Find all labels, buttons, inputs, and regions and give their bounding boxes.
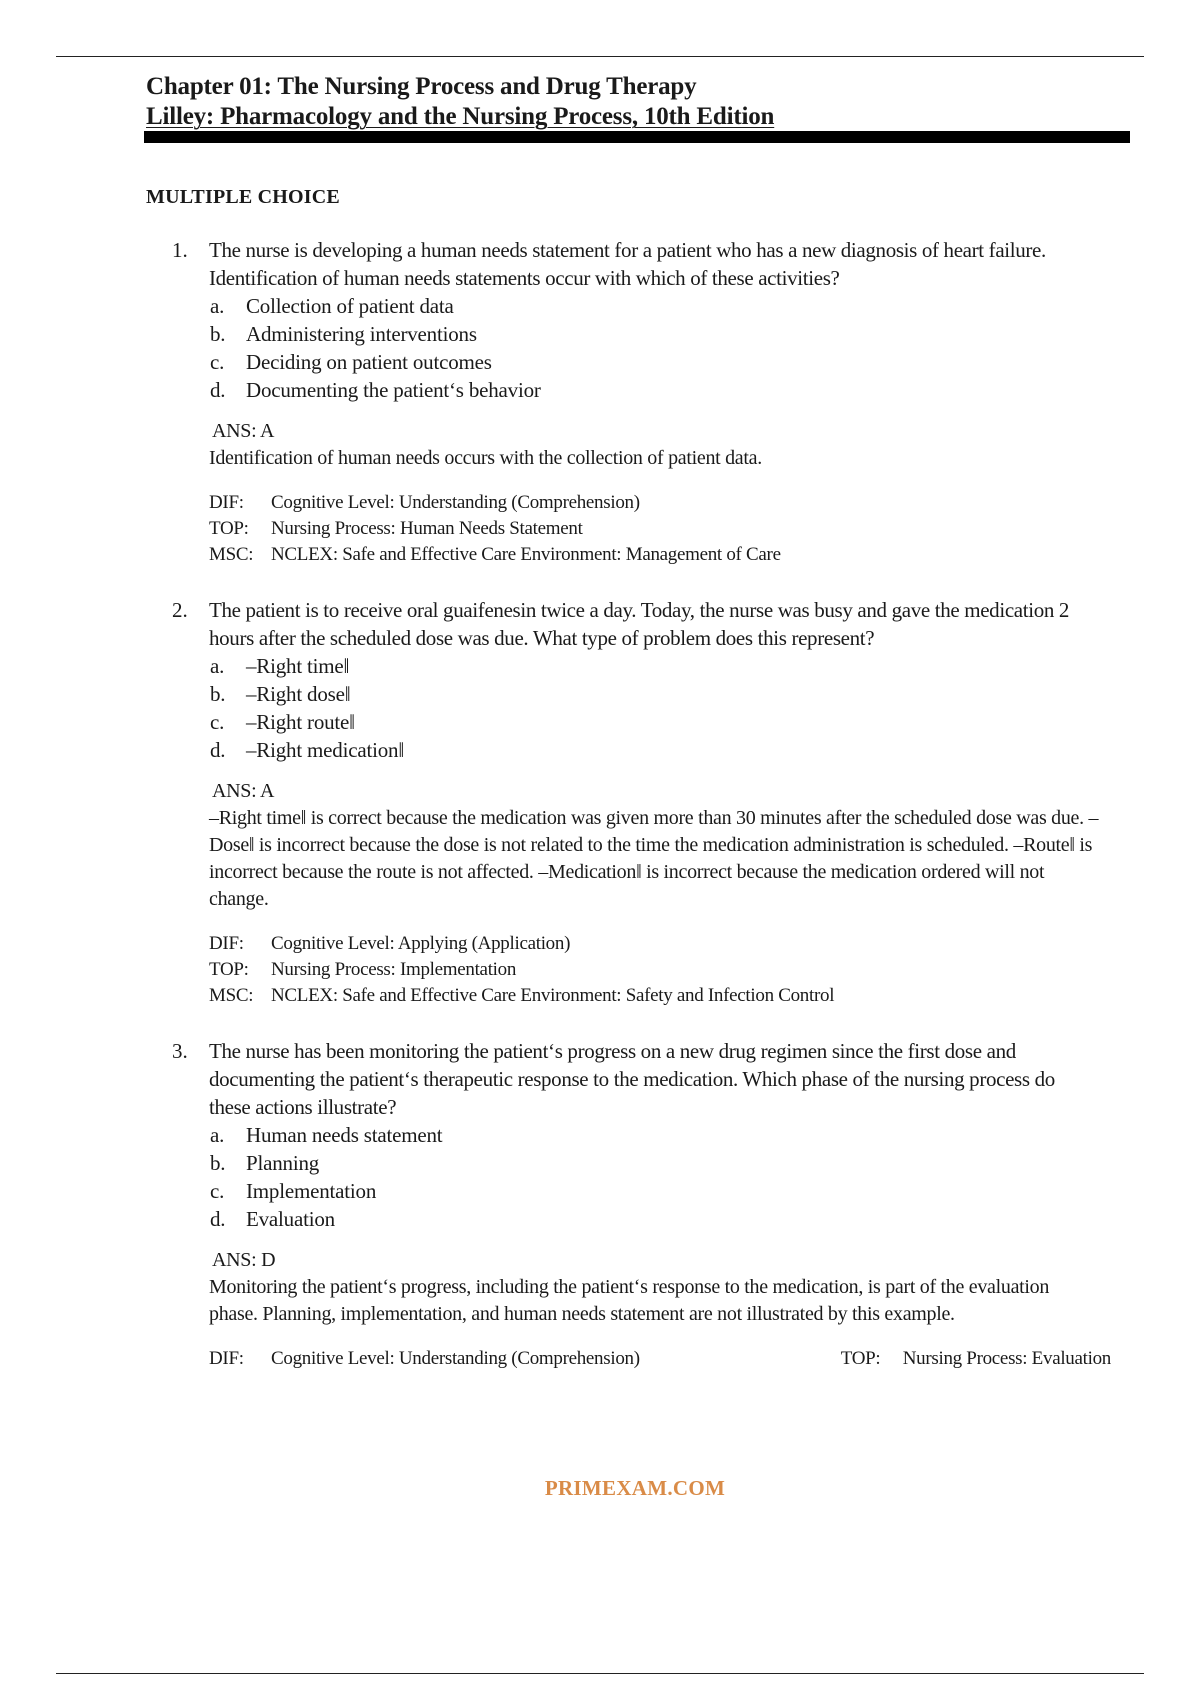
question-3	[0, 1037, 1200, 1372]
question-2	[0, 596, 1200, 1009]
top-label: TOP:	[209, 518, 249, 539]
option-text: Evaluation	[246, 1207, 335, 1231]
option-letter: a.	[210, 1123, 225, 1147]
top-row	[209, 516, 1099, 542]
option-text: ‒Right medication‖	[246, 738, 405, 762]
msc-value: NCLEX: Safe and Effective Care Environment: Safety and Infection Control	[271, 985, 835, 1006]
option-letter: b.	[210, 322, 226, 346]
question-number: 2.	[172, 598, 188, 622]
answer-key: ANS: D	[212, 1249, 276, 1271]
answer-block	[209, 418, 1099, 472]
option-text: Collection of patient data	[246, 294, 454, 318]
question-number: 1.	[172, 238, 188, 262]
dif-value: Cognitive Level: Understanding (Comprehension)	[271, 492, 640, 513]
option-list	[209, 292, 1099, 404]
top-value: Nursing Process: Evaluation	[902, 1348, 1111, 1369]
bottom-rule	[56, 1673, 1144, 1674]
rationale: Monitoring the patient‘s progress, including the patient‘s response to the medication, is part of the evaluation phase. Planning, implementation, and human needs statement are not illustrated by this example.	[209, 1276, 1050, 1325]
metadata-block	[209, 1346, 1111, 1372]
book-title: Lilley: Pharmacology and the Nursing Process, 10th Edition	[146, 103, 775, 130]
option-text: Implementation	[246, 1179, 377, 1203]
option-text: Human needs statement	[246, 1123, 443, 1147]
answer-key: ANS: A	[212, 780, 275, 802]
question-stem: The nurse has been monitoring the patient‘s progress on a new drug regimen since the first dose and documenting the patient‘s therapeutic response to the medication. Which phase of the nursing process do these actions illustrate?	[209, 1039, 1055, 1119]
option-text: Documenting the patient‘s behavior	[246, 378, 541, 402]
option-letter: d.	[210, 738, 226, 762]
option-letter: c.	[210, 1179, 225, 1203]
option-b	[209, 320, 1099, 348]
option-b	[209, 1149, 1099, 1177]
document-header	[146, 72, 1130, 132]
top-label: TOP:	[840, 1348, 881, 1369]
question-list	[0, 236, 1200, 1400]
metadata-block	[209, 931, 1099, 1009]
metadata-block	[209, 490, 1099, 568]
dif-label: DIF:	[209, 492, 244, 513]
header-divider	[144, 131, 1130, 143]
option-text: Administering interventions	[246, 322, 477, 346]
option-c	[209, 1177, 1099, 1205]
option-list	[209, 1121, 1099, 1233]
top-rule	[56, 56, 1144, 57]
answer-block	[209, 1247, 1099, 1328]
top-value: Nursing Process: Implementation	[271, 959, 517, 980]
option-text: ‒Right dose‖	[246, 682, 351, 706]
dif-label: DIF:	[209, 933, 244, 954]
answer-key: ANS: A	[212, 420, 275, 442]
question-number: 3.	[172, 1039, 188, 1063]
option-text: ‒Right time‖	[246, 654, 350, 678]
top-pair	[841, 1346, 1111, 1372]
option-c	[209, 348, 1099, 376]
msc-row	[209, 542, 1099, 568]
answer-block	[209, 778, 1099, 913]
option-a	[209, 1121, 1099, 1149]
question-1	[0, 236, 1200, 568]
msc-row	[209, 983, 1099, 1009]
question-stem: The patient is to receive oral guaifenesin twice a day. Today, the nurse was busy and gave the medication 2 hours after the scheduled dose was due. What type of problem does this represent?	[209, 598, 1070, 650]
dif-label: DIF:	[209, 1348, 244, 1369]
dif-pair	[209, 1346, 640, 1372]
option-letter: b.	[210, 682, 226, 706]
option-letter: c.	[210, 710, 225, 734]
dif-value: Cognitive Level: Understanding (Comprehension)	[271, 1348, 640, 1369]
option-text: Deciding on patient outcomes	[246, 350, 492, 374]
option-c	[209, 708, 1099, 736]
rationale: Identification of human needs occurs with the collection of patient data.	[209, 447, 762, 469]
option-text: ‒Right route‖	[246, 710, 355, 734]
msc-label: MSC:	[209, 985, 254, 1006]
rationale: ‒Right time‖ is correct because the medication was given more than 30 minutes after the scheduled dose was due. ‒Dose‖ is incorrect because the dose is not related to the time the medication administration is scheduled. ‒Route‖ is incorrect because the route is not affected. ‒Medication‖ is incorrect because the medication ordered will not change.	[209, 807, 1099, 910]
top-value: Nursing Process: Human Needs Statement	[271, 518, 583, 539]
option-letter: d.	[210, 1207, 226, 1231]
option-a	[209, 292, 1099, 320]
option-letter: c.	[210, 350, 225, 374]
option-a	[209, 652, 1099, 680]
dif-row	[209, 490, 1099, 516]
option-letter: a.	[210, 654, 225, 678]
option-text: Planning	[246, 1151, 320, 1175]
section-heading: MULTIPLE CHOICE	[146, 186, 340, 208]
option-letter: d.	[210, 378, 226, 402]
chapter-title: Chapter 01: The Nursing Process and Drug Therapy	[146, 73, 697, 100]
top-label: TOP:	[209, 959, 249, 980]
msc-value: NCLEX: Safe and Effective Care Environment: Management of Care	[271, 544, 781, 565]
footer-brand: PRIMEXAM.COM	[544, 1476, 726, 1500]
option-d	[209, 376, 1099, 404]
top-row	[209, 957, 1099, 983]
option-list	[209, 652, 1099, 764]
option-d	[209, 736, 1099, 764]
question-stem: The nurse is developing a human needs statement for a patient who has a new diagnosis of heart failure. Identification of human needs statements occur with which of these activities?	[209, 238, 1046, 290]
dif-top-row	[209, 1346, 1111, 1372]
dif-row	[209, 931, 1099, 957]
msc-label: MSC:	[209, 544, 254, 565]
option-letter: a.	[210, 294, 225, 318]
option-letter: b.	[210, 1151, 226, 1175]
option-d	[209, 1205, 1099, 1233]
option-b	[209, 680, 1099, 708]
dif-value: Cognitive Level: Applying (Application)	[271, 933, 571, 954]
